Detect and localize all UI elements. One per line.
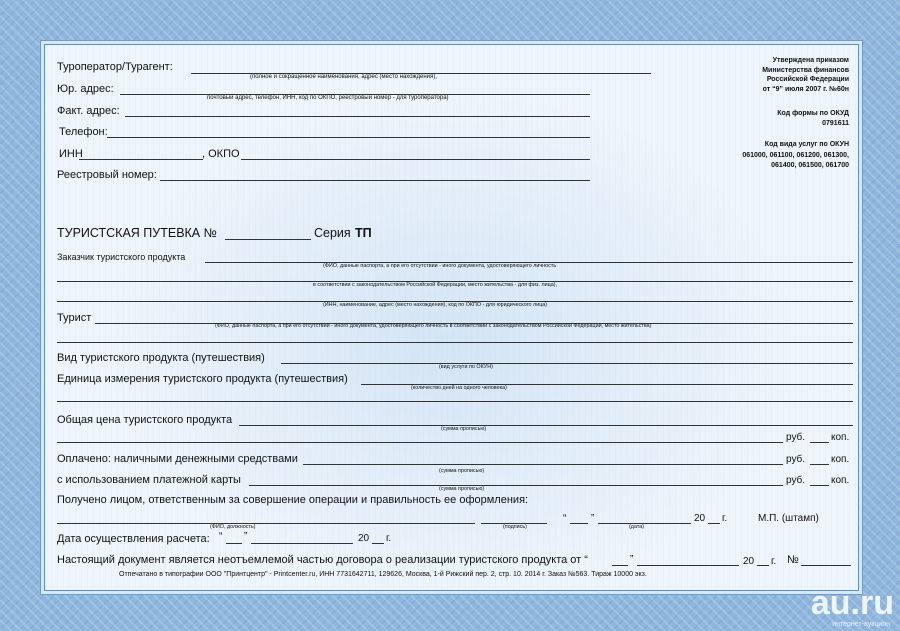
approval-line-3: Российской Федерации	[766, 76, 849, 83]
settlement-quote-close: ”	[244, 531, 248, 542]
registry-label: Реестровый номер:	[57, 169, 157, 181]
unit-label: Единица измерения туристского продукта (путешествия)	[57, 373, 348, 385]
cash-hint: (сумма прописью)	[439, 468, 485, 474]
contract-number-line	[801, 565, 851, 566]
series-label: Серия	[314, 226, 351, 240]
card-kop-label: коп.	[831, 475, 850, 486]
settlement-year-prefix: 20	[358, 533, 370, 544]
voucher-form	[44, 44, 859, 591]
card-kop-line	[810, 485, 829, 486]
total-label: Общая цена туристского продукта	[57, 414, 233, 426]
received-year-line	[708, 523, 720, 524]
settlement-day-line	[226, 543, 242, 544]
cash-kop-label: коп.	[831, 454, 850, 465]
customer-hint-3: (ИНН, наименование, адрес (место нахождения), код по ОКПО - для юридического лица)	[323, 302, 548, 308]
card-label: с использованием платежной карты	[57, 474, 241, 486]
cash-label: Оплачено: наличными денежными средствами	[57, 453, 298, 465]
voucher-title: ТУРИСТСКАЯ ПУТЕВКА №	[57, 226, 218, 240]
okun-codes-1: 061000, 061100, 061200, 061300,	[742, 151, 849, 159]
total-line	[239, 425, 853, 426]
okud-value: 0791611	[822, 119, 849, 127]
received-day-line	[570, 523, 588, 524]
received-year-prefix: 20	[694, 513, 706, 524]
phone-label: Телефон:	[59, 126, 108, 138]
cash-line	[303, 464, 783, 465]
product-type-label: Вид туристского продукта (путешествия)	[57, 352, 265, 364]
okun-label: Код вида услуг по ОКУН	[764, 141, 849, 148]
contract-month-line	[637, 565, 739, 566]
okun-block	[742, 140, 849, 172]
okun-codes-2: 061400, 061500, 061700	[771, 162, 849, 169]
okud-label: Код формы по ОКУД	[777, 110, 849, 117]
voucher-number-line	[225, 239, 311, 240]
total-hint: (сумма прописью)	[441, 426, 487, 432]
product-type-line	[281, 363, 853, 364]
unit-line-2	[57, 401, 853, 402]
cash-rub-label: руб.	[786, 454, 806, 465]
okpo-line	[241, 159, 590, 160]
settlement-year-suffix: г.	[386, 533, 392, 544]
actual-address-line	[125, 116, 590, 117]
fio-line	[57, 523, 475, 524]
operator-label: Туроператор/Турагент:	[57, 61, 173, 73]
contract-number-label: №	[787, 554, 799, 566]
operator-hint: (полное и сокращенное наименования, адрес (место нахождения),	[250, 74, 437, 80]
printer-note: Отпечатано в типографии ООО "Принтцентр" - Printcenter.ru, ИНН 7731642711, 129626, Москва, 1-й Рижский пер. 2, стр. 10. 2014 г. Заказ №563. Тираж 10000 экз.	[119, 571, 647, 578]
total-kop-label: коп.	[831, 432, 850, 443]
settlement-month-line	[251, 543, 353, 544]
contract-quote-close: ”	[630, 554, 634, 565]
legal-address-label: Юр. адрес:	[57, 83, 114, 95]
settlement-year-line	[372, 543, 384, 544]
settlement-label: Дата осуществления расчета:	[57, 533, 210, 545]
contract-year-prefix: 20	[743, 556, 755, 567]
signature-hint: (подпись)	[503, 524, 527, 530]
card-rub-label: руб.	[786, 475, 806, 486]
cash-kop-line	[810, 464, 829, 465]
tourist-label: Турист	[57, 312, 92, 324]
inn-label: ИНН	[59, 148, 83, 160]
contract-year-suffix: г.	[771, 556, 777, 567]
inn-line	[79, 159, 203, 160]
fio-hint: (ФИО, должность)	[210, 524, 256, 530]
total-line-2	[57, 442, 783, 443]
approval-block	[762, 56, 849, 94]
product-type-hint: (вид услуги по ОКУН)	[439, 364, 493, 370]
legal-address-hint: почтовый адрес, телефон, ИНН, код по ОКПО, реестровый номер - для туроператора)	[207, 95, 449, 101]
received-label: Получено лицом, ответственным за совершение операции и правильность ее оформления:	[57, 494, 529, 506]
approval-line-4: от “9” июля 2007 г. №60н	[762, 85, 849, 93]
total-rub-label: руб.	[786, 432, 806, 443]
watermark-subtitle: интернет-аукцион	[832, 621, 890, 628]
date-hint: (дата)	[629, 524, 645, 530]
card-hint: (сумма прописью)	[439, 486, 485, 492]
received-year-suffix: г.	[722, 513, 728, 524]
tourist-hint: (ФИО, данные паспорта, а при его отсутствии - иного документа, удостоверяющего личность в соответствии с законодательством Российской Федерации, место жительства)	[215, 323, 652, 329]
total-kop-line	[810, 442, 829, 443]
customer-hint-1: (ФИО, данные паспорта, а при его отсутствии - иного документа, удостоверяющего личность	[323, 263, 557, 269]
received-month-line	[598, 523, 691, 524]
contract-day-line	[612, 565, 628, 566]
series-value: ТП	[355, 226, 372, 240]
received-quote-close: ”	[591, 513, 595, 524]
customer-label: Заказчик туристского продукта	[57, 252, 186, 262]
tourist-line-2	[57, 342, 853, 343]
contract-statement: Настоящий документ является неотъемлемой частью договора о реализации туристского продукта от “	[57, 554, 588, 566]
watermark-logo: au.ru	[810, 584, 894, 622]
approval-line-1: Утверждена приказом	[772, 57, 849, 64]
stamp-label: М.П. (штамп)	[758, 513, 819, 524]
okpo-label: , ОКПО	[202, 148, 240, 160]
actual-address-label: Факт. адрес:	[57, 105, 120, 117]
unit-hint: (количество дней на одного человека)	[411, 385, 507, 391]
phone-line	[107, 137, 590, 138]
customer-hint-2: в соответствии с законодательством Российской Федерации, место жительства - для физ. лица),	[313, 282, 557, 288]
okud-block	[777, 109, 849, 128]
settlement-quote-open: “	[219, 531, 223, 542]
received-quote-open: “	[563, 513, 567, 524]
card-line	[249, 485, 783, 486]
contract-year-line	[757, 565, 769, 566]
registry-line	[160, 180, 590, 181]
approval-line-2: Министерства финансов	[762, 66, 849, 74]
